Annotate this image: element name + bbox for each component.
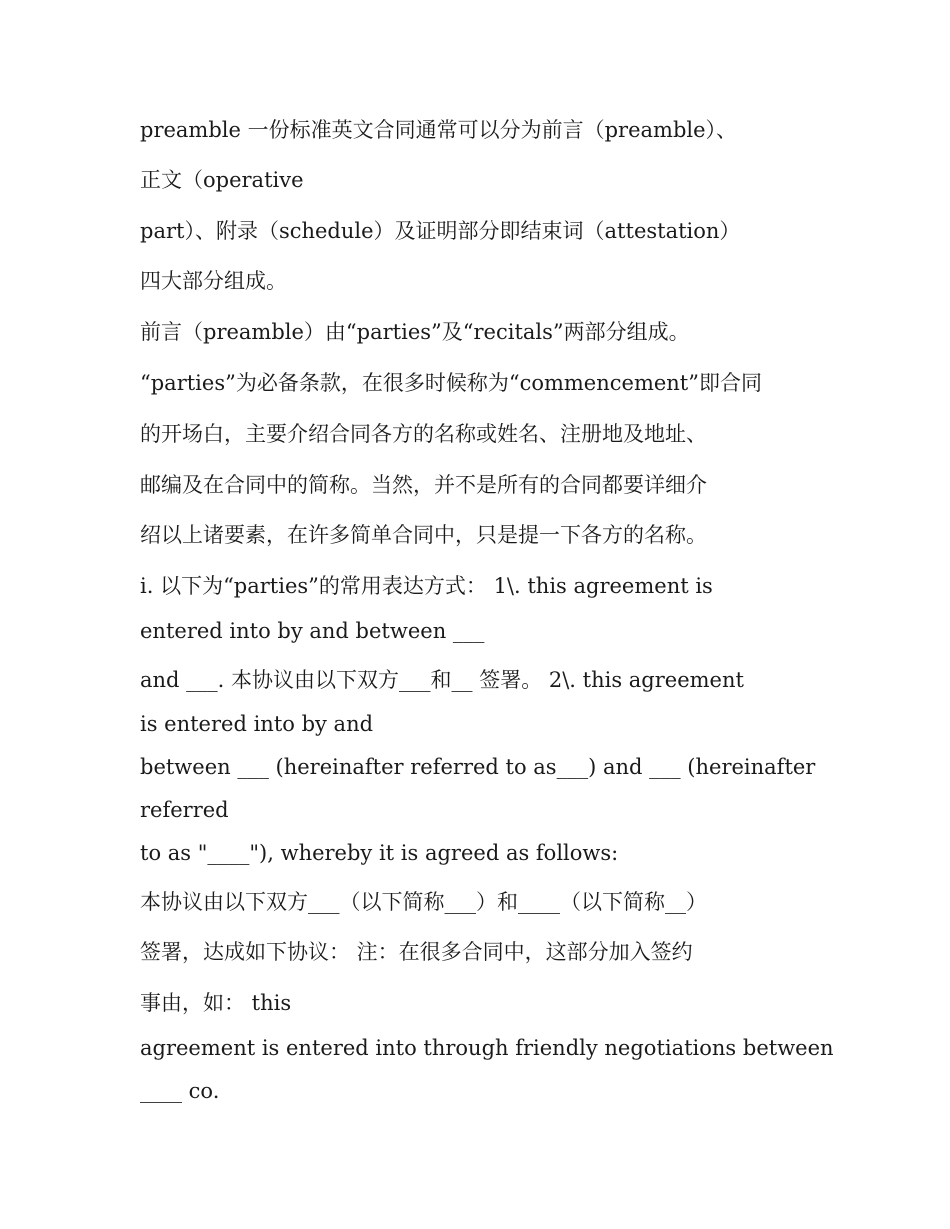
text-line: to as "____"), whereby it is agreed as follows:: [140, 841, 619, 865]
text-line: 的开场白，主要介绍合同各方的名称或姓名、注册地及地址、: [140, 422, 707, 446]
text-line: 四大部分组成。: [140, 269, 287, 293]
text-line: i. 以下为“parties”的常用表达方式： 1\. this agreement is: [140, 574, 713, 598]
text-line: 绍以上诸要素，在许多简单合同中，只是提一下各方的名称。: [140, 523, 707, 547]
text-line: preamble 一份标准英文合同通常可以分为前言（preamble）、: [140, 118, 738, 142]
text-line: between ___ (hereinafter referred to as___) and ___ (hereinafter: [140, 755, 816, 779]
text-line: and ___. 本协议由以下双方___和__ 签署。 2\. this agreement: [140, 668, 744, 692]
text-line: 本协议由以下双方___（以下简称___）和____（以下简称__）: [140, 890, 707, 914]
text-line: 正文（operative: [140, 168, 304, 192]
text-line: 邮编及在合同中的简称。当然，并不是所有的合同都要详细介: [140, 473, 707, 497]
text-line: referred: [140, 798, 229, 822]
text-line: 签署，达成如下协议： 注：在很多合同中，这部分加入签约: [140, 940, 693, 964]
text-line: “parties”为必备条款，在很多时候称为“commencement”即合同: [140, 371, 762, 395]
text-line: 事由，如： this: [140, 991, 292, 1015]
text-line: ____ co.: [140, 1079, 220, 1103]
text-line: 前言（preamble）由“parties”及“recitals”两部分组成。: [140, 320, 690, 344]
text-line: part）、附录（schedule）及证明部分即结束词（attestation）: [140, 219, 741, 243]
text-line: is entered into by and: [140, 712, 374, 736]
text-line: agreement is entered into through friendly negotiations between: [140, 1036, 834, 1060]
text-line: entered into by and between ___: [140, 619, 485, 643]
